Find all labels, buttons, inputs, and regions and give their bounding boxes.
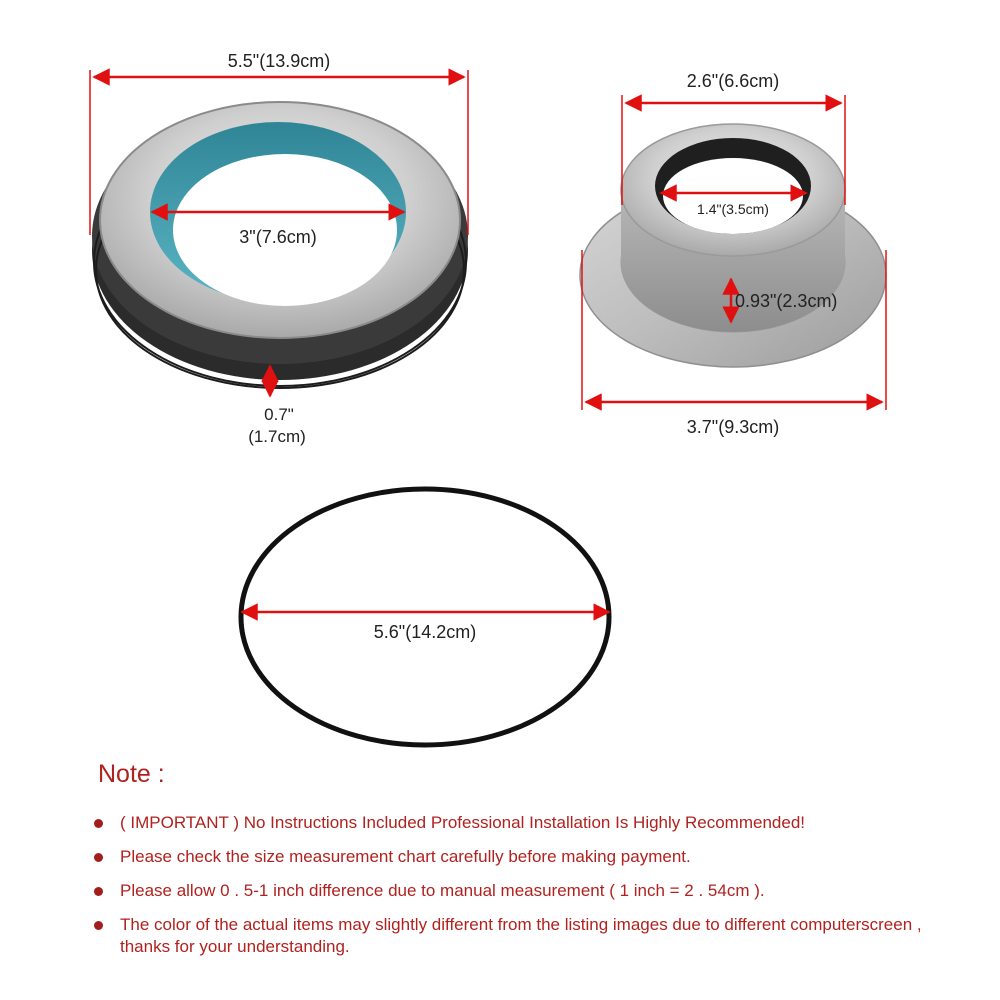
note-item-text: The color of the actual items may slightly different from the listing images due to different computerscreen , thanks for your understanding.: [120, 915, 922, 956]
bullet-icon: [94, 853, 103, 862]
note-item: [92, 812, 932, 834]
bullet-icon: [94, 921, 103, 930]
small-seal-flange-label: 3.7"(9.3cm): [686, 417, 780, 437]
note-item-text: Please allow 0 . 5-1 inch difference due to manual measurement ( 1 inch = 2 . 54cm ).: [120, 881, 765, 900]
large-seal-outer-label: 5.5"(13.9cm): [227, 51, 331, 71]
small-seal-body-label: 2.6"(6.6cm): [686, 71, 780, 91]
bullet-icon: [94, 887, 103, 896]
small-oil-seal: [580, 124, 886, 367]
bullet-icon: [94, 819, 103, 828]
o-ring-label: 5.6"(14.2cm): [373, 622, 477, 642]
large-seal-thickness-in: 0.7": [264, 405, 294, 424]
large-seal-inner-label: 3"(7.6cm): [239, 227, 317, 247]
note-item-text: ( IMPORTANT ) No Instructions Included Professional Installation Is Highly Recommended!: [120, 813, 806, 832]
note-list: [92, 812, 932, 970]
note-item-text: Please check the size measurement chart carefully before making payment.: [120, 847, 691, 866]
note-title: Note :: [98, 760, 165, 788]
small-seal-height-label: 0.93"(2.3cm): [735, 291, 838, 311]
large-seal-thickness-cm: (1.7cm): [248, 427, 306, 446]
note-item: [92, 846, 932, 868]
note-item: [92, 880, 932, 902]
o-ring: [241, 489, 609, 745]
note-item: [92, 914, 932, 958]
small-seal-bore-label: 1.4"(3.5cm): [697, 201, 769, 217]
